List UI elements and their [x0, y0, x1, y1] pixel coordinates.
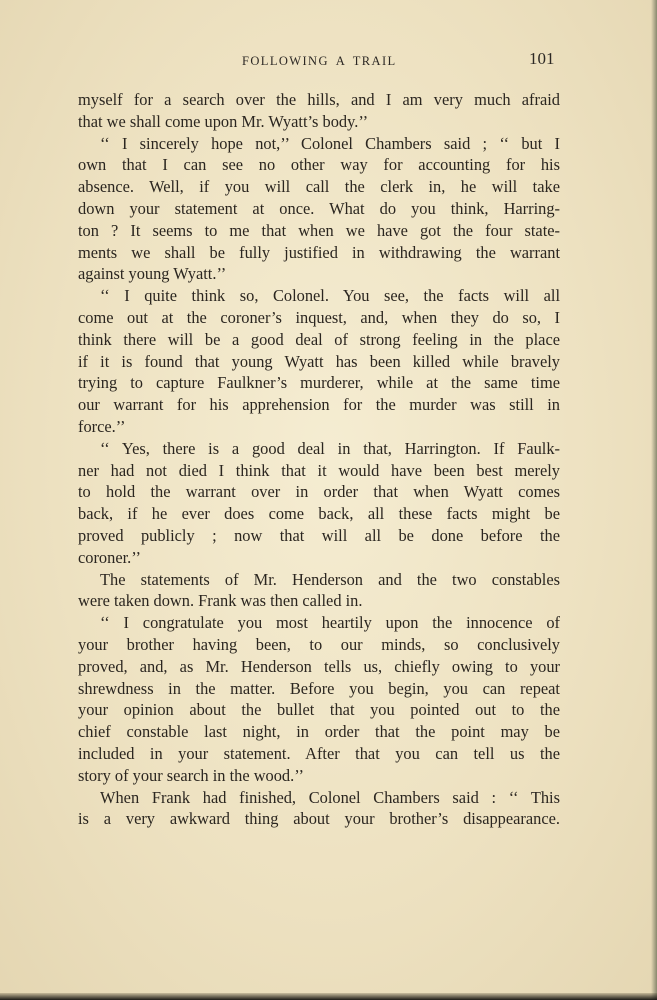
text-line: When Frank had finished, Colonel Chambers said : ‘‘ This — [100, 787, 560, 807]
page-bottom-edge — [0, 993, 657, 1000]
text-line: ‘‘ Yes, there is a good deal in that, Harrington. If Faulk- — [100, 438, 560, 458]
text-line: proved publicly ; now that will all be done before the — [78, 525, 560, 545]
text-line: if it is found that young Wyatt has been killed while bravely — [78, 351, 560, 371]
text-line: down your statement at once. What do you think, Harring- — [78, 198, 560, 218]
text-line: shrewdness in the matter. Before you begin, you can repeat — [78, 678, 560, 698]
running-head: FOLLOWING A TRAIL — [242, 54, 397, 68]
text-line: back, if he ever does come back, all these facts might be — [78, 504, 560, 524]
text-line: ton ? It seems to me that when we have got the four state- — [78, 220, 560, 240]
text-line: The statements of Mr. Henderson and the two constables — [100, 569, 560, 589]
text-line: force.’’ — [78, 416, 126, 436]
text-line: were taken down. Frank was then called in. — [78, 591, 363, 611]
text-line: story of your search in the wood.’’ — [78, 765, 304, 785]
text-line: is a very awkward thing about your brother’s disappearance. — [78, 809, 560, 829]
body-text — [78, 89, 560, 830]
text-line: included in your statement. After that you can tell us the — [78, 743, 560, 763]
text-line: think there will be a good deal of strong feeling in the place — [78, 329, 560, 349]
text-line: come out at the coroner’s inquest, and, when they do so, I — [78, 307, 560, 327]
text-line: absence. Well, if you will call the clerk in, he will take — [78, 177, 560, 197]
text-line: ner had not died I think that it would have been best merely — [78, 460, 560, 480]
text-line: coroner.’’ — [78, 547, 141, 567]
text-line: our warrant for his apprehension for the murder was still in — [78, 395, 560, 415]
text-line: own that I can see no other way for accounting for his — [78, 155, 560, 175]
page-number: 101 — [529, 49, 555, 68]
text-line: chief constable last night, in order that the point may be — [78, 722, 560, 742]
text-line: ‘‘ I congratulate you most heartily upon the innocence of — [100, 613, 560, 633]
text-line: ments we shall be fully justified in withdrawing the warrant — [78, 242, 560, 262]
text-line: against young Wyatt.’’ — [78, 264, 227, 284]
text-line: ‘‘ I quite think so, Colonel. You see, the facts will all — [100, 286, 560, 306]
text-line: trying to capture Faulkner’s murderer, while at the same time — [78, 373, 560, 393]
text-line: your brother having been, to our minds, so conclusively — [78, 634, 560, 654]
text-line: proved, and, as Mr. Henderson tells us, chiefly owing to your — [78, 656, 560, 676]
page-right-edge — [651, 0, 657, 1000]
text-line: ‘‘ I sincerely hope not,’’ Colonel Chambers said ; ‘‘ but I — [100, 133, 560, 153]
text-line: that we shall come upon Mr. Wyatt’s body.’’ — [78, 111, 369, 131]
text-line: your opinion about the bullet that you pointed out to the — [78, 700, 560, 720]
text-line: to hold the warrant over in order that when Wyatt comes — [78, 482, 560, 502]
text-line: myself for a search over the hills, and I am very much afraid — [78, 90, 560, 109]
